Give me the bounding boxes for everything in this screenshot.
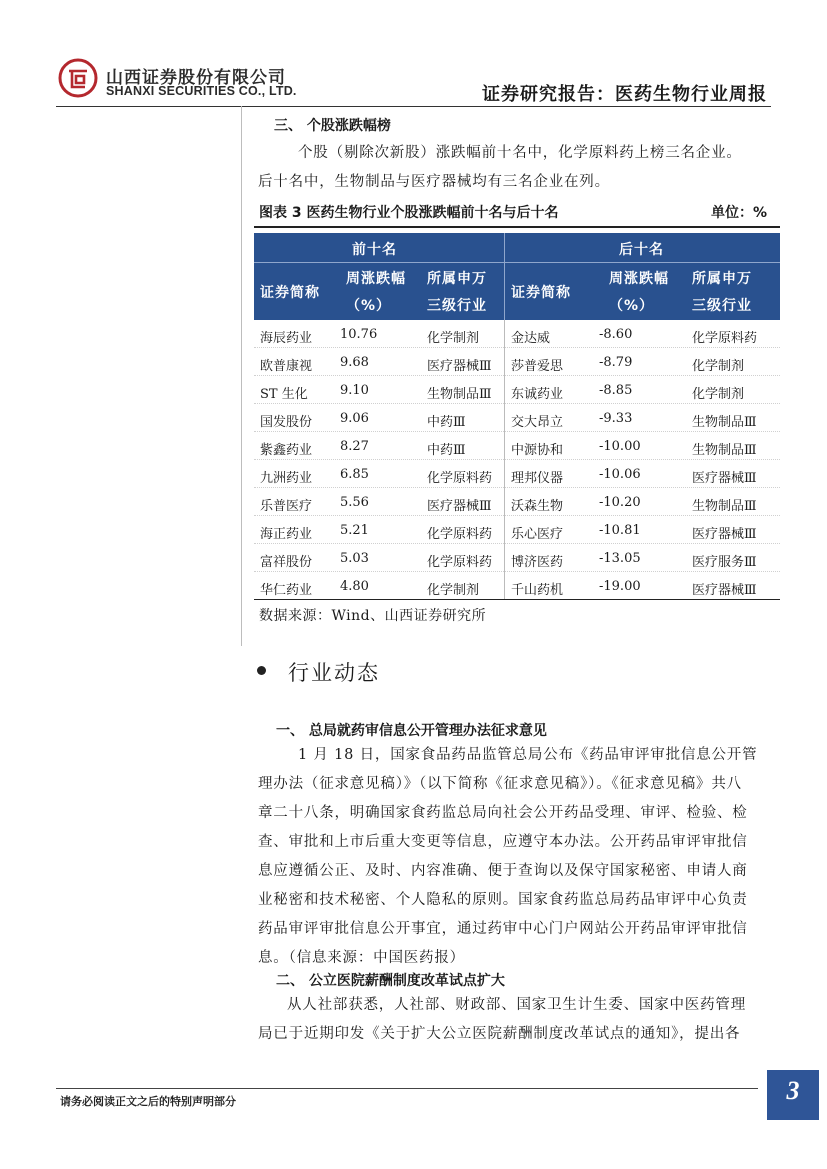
report-title: 证券研究报告：医药生物行业周报 bbox=[482, 84, 767, 105]
group-header-top: 前十名 bbox=[352, 242, 397, 258]
company-name-en: SHANXI SECURITIES CO., LTD. bbox=[106, 84, 297, 98]
industry-cell: 化学制剂 bbox=[427, 331, 480, 346]
industry-cell: 医疗器械Ⅲ bbox=[692, 583, 757, 598]
table-row bbox=[254, 432, 780, 460]
change-cell: -8.79 bbox=[599, 355, 633, 370]
stock-name-cell: 九洲药业 bbox=[260, 471, 313, 486]
industry-cell: 生物制品Ⅲ bbox=[692, 415, 757, 430]
change-cell: 6.85 bbox=[340, 467, 369, 482]
industry-cell: 中药Ⅲ bbox=[427, 443, 466, 458]
news-item-heading: 一、 总局就药审信息公开管理办法征求意见 bbox=[276, 723, 547, 739]
table-row bbox=[254, 348, 780, 376]
paragraph-line: 理办法（征求意见稿）》（以下简称《征求意见稿》）。《征求意见稿》共八 bbox=[258, 776, 742, 792]
column-header-name: 证券简称 bbox=[511, 285, 571, 301]
column-header-industry: 所属申万 bbox=[427, 271, 487, 287]
paragraph-line: 局已于近期印发《关于扩大公立医院薪酬制度改革试点的通知》，提出各 bbox=[258, 1026, 741, 1042]
stock-name-cell: 乐普医疗 bbox=[260, 499, 313, 514]
stock-name-cell: 富祥股份 bbox=[260, 555, 313, 570]
paragraph-line: 药品审评审批信息公开事宜，通过药审中心门户网站公开药品审评审批信 bbox=[258, 921, 748, 937]
table-row bbox=[254, 516, 780, 544]
change-cell: -10.20 bbox=[599, 495, 641, 510]
column-header-industry: 所属申万 bbox=[692, 271, 752, 287]
table-header bbox=[254, 233, 780, 320]
stock-name-cell: 东诚药业 bbox=[511, 387, 564, 402]
change-cell: -13.05 bbox=[599, 551, 641, 566]
change-cell: 9.06 bbox=[340, 411, 369, 426]
stock-name-cell: 乐心医疗 bbox=[511, 527, 564, 542]
change-cell: -8.60 bbox=[599, 327, 633, 342]
column-header-industry-sub: 三级行业 bbox=[427, 298, 487, 314]
column-header-change: 周涨跌幅 bbox=[346, 271, 406, 287]
industry-cell: 生物制品Ⅲ bbox=[692, 443, 757, 458]
bullet-icon bbox=[257, 666, 266, 675]
industry-cell: 医疗器械Ⅲ bbox=[427, 359, 492, 374]
company-name-cn: 山西证券股份有限公司 bbox=[106, 68, 286, 88]
company-logo-icon bbox=[58, 58, 98, 98]
stock-name-cell: 欧普康视 bbox=[260, 359, 313, 374]
section-heading-industry: 行业动态 bbox=[288, 661, 380, 685]
change-cell: 9.10 bbox=[340, 383, 369, 398]
stock-name-cell: 莎普爱思 bbox=[511, 359, 564, 374]
section-paragraph-line: 后十名中，生物制品与医疗器械均有三名企业在列。 bbox=[258, 174, 610, 190]
industry-cell: 化学原料药 bbox=[427, 555, 493, 570]
footer-divider bbox=[56, 1088, 758, 1089]
table-bottom-rule bbox=[254, 599, 780, 600]
change-cell: 9.68 bbox=[340, 355, 369, 370]
table-row bbox=[254, 572, 780, 600]
change-cell: -10.81 bbox=[599, 523, 641, 538]
stock-name-cell: 沃森生物 bbox=[511, 499, 564, 514]
group-header-bottom: 后十名 bbox=[619, 242, 664, 258]
change-cell: -8.85 bbox=[599, 383, 633, 398]
section-paragraph-line: 个股（剔除次新股）涨跌幅前十名中，化学原料药上榜三名企业。 bbox=[298, 145, 742, 161]
footer-disclaimer: 请务必阅读正文之后的特别声明部分 bbox=[60, 1095, 236, 1108]
table-row bbox=[254, 488, 780, 516]
figure-title: 图表 3 医药生物行业个股涨跌幅前十名与后十名 bbox=[259, 205, 559, 221]
figure-source: 数据来源：Wind、山西证券研究所 bbox=[259, 608, 487, 624]
section-heading-stock-ranking: 三、 个股涨跌幅榜 bbox=[274, 118, 391, 134]
page-number: 3 bbox=[786, 1076, 800, 1105]
stock-name-cell: 国发股份 bbox=[260, 415, 313, 430]
change-cell: -10.06 bbox=[599, 467, 641, 482]
paragraph-line: 息。（信息来源：中国医药报） bbox=[258, 950, 465, 966]
stock-name-cell: 海辰药业 bbox=[260, 331, 313, 346]
change-cell: 5.56 bbox=[340, 495, 369, 510]
figure-unit: 单位：% bbox=[710, 205, 767, 221]
stock-name-cell: 理邦仪器 bbox=[511, 471, 564, 486]
change-cell: 4.80 bbox=[340, 579, 369, 594]
column-header-change-unit: （%） bbox=[346, 298, 392, 314]
stock-name-cell: 华仁药业 bbox=[260, 583, 313, 598]
industry-cell: 化学制剂 bbox=[427, 583, 480, 598]
industry-cell: 生物制品Ⅲ bbox=[427, 387, 492, 402]
margin-divider bbox=[241, 106, 242, 646]
stock-name-cell: 紫鑫药业 bbox=[260, 443, 313, 458]
change-cell: -10.00 bbox=[599, 439, 641, 454]
table-row bbox=[254, 404, 780, 432]
industry-cell: 化学制剂 bbox=[692, 359, 745, 374]
change-cell: 5.21 bbox=[340, 523, 369, 538]
paragraph-line: 业秘密和技术秘密、个人隐私的原则。国家食药监总局药品审评中心负责 bbox=[258, 892, 748, 908]
table-row bbox=[254, 544, 780, 572]
industry-cell: 医疗器械Ⅲ bbox=[692, 471, 757, 486]
column-header-change: 周涨跌幅 bbox=[609, 271, 669, 287]
table-body bbox=[254, 320, 780, 600]
stock-name-cell: 千山药机 bbox=[511, 583, 564, 598]
change-cell: -9.33 bbox=[599, 411, 633, 426]
table-row bbox=[254, 376, 780, 404]
paragraph-line: 章二十八条，明确国家食药监总局向社会公开药品受理、审评、检验、检 bbox=[258, 805, 748, 821]
industry-cell: 医疗器械Ⅲ bbox=[692, 527, 757, 542]
column-header-change-unit: （%） bbox=[609, 298, 655, 314]
column-header-industry-sub: 三级行业 bbox=[692, 298, 752, 314]
stock-name-cell: 博济医药 bbox=[511, 555, 564, 570]
stock-name-cell: 海正药业 bbox=[260, 527, 313, 542]
paragraph-line: 查、审批和上市后重大变更等信息，应遵守本办法。公开药品审评审批信 bbox=[258, 834, 748, 850]
change-cell: 10.76 bbox=[340, 327, 378, 342]
change-cell: -19.00 bbox=[599, 579, 641, 594]
stock-name-cell: 中源协和 bbox=[511, 443, 564, 458]
table-row bbox=[254, 320, 780, 348]
stock-name-cell: 金达威 bbox=[511, 331, 551, 346]
industry-cell: 化学原料药 bbox=[427, 527, 493, 542]
industry-cell: 医疗服务Ⅲ bbox=[692, 555, 757, 570]
table-row bbox=[254, 460, 780, 488]
industry-cell: 化学制剂 bbox=[692, 387, 745, 402]
header-divider bbox=[56, 106, 771, 107]
paragraph-line: 1 月 18 日，国家食品药品监管总局公布《药品审评审批信息公开管 bbox=[298, 747, 758, 763]
stock-name-cell: ST 生化 bbox=[260, 387, 308, 402]
column-header-name: 证券简称 bbox=[260, 285, 320, 301]
industry-cell: 化学原料药 bbox=[692, 331, 758, 346]
stock-name-cell: 交大昂立 bbox=[511, 415, 564, 430]
industry-cell: 生物制品Ⅲ bbox=[692, 499, 757, 514]
industry-cell: 医疗器械Ⅲ bbox=[427, 499, 492, 514]
industry-cell: 化学原料药 bbox=[427, 471, 493, 486]
paragraph-line: 从人社部获悉，人社部、财政部、国家卫生计生委、国家中医药管理 bbox=[287, 997, 746, 1013]
paragraph-line: 息应遵循公正、及时、内容准确、便于查询以及保守国家秘密、申请人商 bbox=[258, 863, 748, 879]
change-cell: 5.03 bbox=[340, 551, 369, 566]
figure-top-rule bbox=[254, 226, 780, 228]
change-cell: 8.27 bbox=[340, 439, 369, 454]
industry-cell: 中药Ⅲ bbox=[427, 415, 466, 430]
news-item-heading: 二、 公立医院薪酬制度改革试点扩大 bbox=[276, 973, 505, 989]
